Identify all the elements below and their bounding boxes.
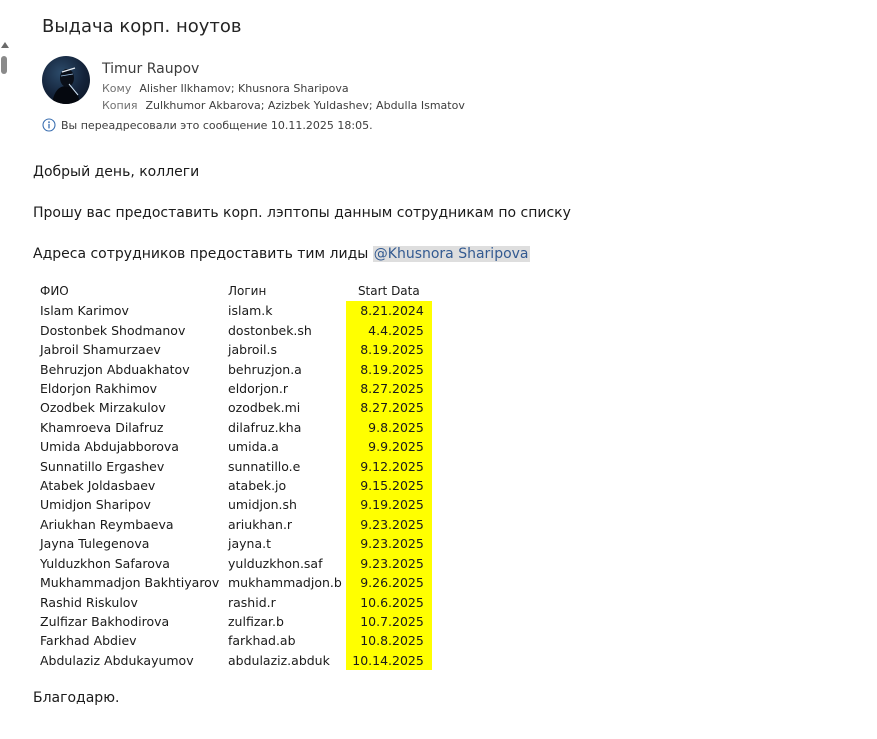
employee-name: Sunnatillo Ergashev [40, 458, 165, 474]
employee-login: ariukhan.r [228, 516, 293, 532]
scroll-up-arrow-icon[interactable] [1, 42, 9, 48]
employee-login: dostonbek.sh [228, 322, 312, 338]
employee-name: Umida Abdujabborova [40, 439, 179, 455]
table-row [36, 437, 432, 456]
to-row [102, 82, 349, 95]
employee-login: zulfizar.b [228, 613, 284, 629]
employee-start-date: 10.14.2025 [346, 651, 432, 670]
employee-login: jabroil.s [228, 342, 278, 358]
employee-start-date: 9.23.2025 [346, 554, 432, 573]
employee-start-date: 9.23.2025 [346, 534, 432, 553]
employee-login: ozodbek.mi [228, 400, 301, 416]
employee-login: umida.a [228, 439, 279, 455]
employee-name: Jabroil Shamurzaev [40, 342, 161, 358]
greeting-text: Добрый день, коллеги [33, 164, 200, 180]
employee-login: dilafruz.kha [228, 419, 302, 435]
employee-name: Ariukhan Reymbaeva [40, 516, 174, 532]
employee-login: islam.k [228, 303, 273, 319]
employee-login: farkhad.ab [228, 633, 296, 649]
employee-start-date: 8.27.2025 [346, 379, 432, 398]
employee-start-date: 9.23.2025 [346, 515, 432, 534]
employee-start-date: 9.8.2025 [346, 418, 432, 437]
forward-info-text: Вы переадресовали это сообщение 10.11.2025 18:05. [61, 118, 373, 132]
email-subject: Выдача корп. ноутов [42, 16, 242, 37]
thanks-text: Благодарю. [33, 690, 120, 706]
sender-name[interactable]: Timur Raupov [102, 61, 200, 77]
employee-name: Yulduzkhon Safarova [40, 555, 170, 571]
employee-login: mukhammadjon.b [228, 575, 342, 591]
employee-start-date: 8.19.2025 [346, 360, 432, 379]
employee-login: atabek.jo [228, 478, 287, 494]
mention-link[interactable]: @Khusnora Sharipova [373, 246, 529, 262]
table-row [36, 593, 432, 612]
scroll-thumb[interactable] [1, 56, 7, 74]
scrollbar[interactable] [0, 42, 10, 739]
employee-login: yulduzkhon.saf [228, 555, 323, 571]
employee-name: Behruzjon Abduakhatov [40, 361, 190, 377]
table-row [36, 418, 432, 437]
table-row [36, 515, 432, 534]
employee-start-date: 9.9.2025 [346, 437, 432, 456]
table-row [36, 573, 432, 592]
table-row [36, 398, 432, 417]
employee-start-date: 4.4.2025 [346, 321, 432, 340]
addresses-text: Адреса сотрудников предоставить тим лиды [33, 246, 373, 262]
table-row [36, 360, 432, 379]
cc-recipients[interactable]: Zulkhumor Akbarova; Azizbek Yuldashev; Abdulla Ismatov [145, 99, 465, 112]
request-text: Прошу вас предоставить корп. лэптопы данным сотрудникам по списку [33, 205, 571, 221]
employee-name: Khamroeva Dilafruz [40, 419, 164, 435]
employee-login: jayna.t [228, 536, 271, 552]
employee-name: Abdulaziz Abdukayumov [40, 652, 194, 668]
employee-name: Mukhammadjon Bakhtiyarov [40, 575, 220, 591]
employee-login: rashid.r [228, 594, 276, 610]
table-row [36, 631, 432, 650]
employee-start-date: 10.8.2025 [346, 631, 432, 650]
table-row [36, 379, 432, 398]
employee-name: Islam Karimov [40, 303, 129, 319]
cc-row [102, 99, 465, 112]
employee-name: Atabek Joldasbaev [40, 478, 156, 494]
employee-login: eldorjon.r [228, 381, 289, 397]
addresses-line [33, 246, 530, 262]
employee-start-date: 9.26.2025 [346, 573, 432, 592]
employee-start-date: 10.6.2025 [346, 593, 432, 612]
sender-avatar[interactable] [42, 56, 90, 104]
employee-login: abdulaziz.abduk [228, 652, 330, 668]
employee-start-date: 8.19.2025 [346, 340, 432, 359]
header-login: Логин [228, 284, 267, 298]
employee-start-date: 8.21.2024 [346, 301, 432, 320]
employee-name: Jayna Tulegenova [40, 536, 150, 552]
table-row [36, 476, 432, 495]
table-row [36, 554, 432, 573]
employee-login: behruzjon.a [228, 361, 302, 377]
table-row [36, 340, 432, 359]
table-header-row [36, 282, 432, 301]
to-label: Кому [102, 82, 132, 95]
table-row [36, 651, 432, 670]
employee-name: Rashid Riskulov [40, 594, 138, 610]
info-icon [42, 118, 56, 132]
forward-info [42, 118, 373, 132]
employee-login: umidjon.sh [228, 497, 297, 513]
table-row [36, 534, 432, 553]
table-row [36, 495, 432, 514]
avatar-photo-icon [42, 56, 90, 104]
employee-name: Umidjon Sharipov [40, 497, 151, 513]
table-row [36, 321, 432, 340]
employee-name: Dostonbek Shodmanov [40, 322, 186, 338]
employee-name: Farkhad Abdiev [40, 633, 137, 649]
employee-name: Zulfizar Bakhodirova [40, 613, 170, 629]
employee-name: Eldorjon Rakhimov [40, 381, 158, 397]
table-row [36, 457, 432, 476]
employee-start-date: 10.7.2025 [346, 612, 432, 631]
table-row [36, 612, 432, 631]
header-start-date: Start Data [357, 284, 420, 298]
header-fio: ФИО [40, 284, 69, 298]
employee-name: Ozodbek Mirzakulov [40, 400, 166, 416]
employee-start-date: 8.27.2025 [346, 398, 432, 417]
to-recipients[interactable]: Alisher Ilkhamov; Khusnora Sharipova [139, 82, 349, 95]
employee-start-date: 9.19.2025 [346, 495, 432, 514]
employee-table [36, 282, 432, 670]
cc-label: Копия [102, 99, 138, 112]
employee-login: sunnatillo.e [228, 458, 301, 474]
employee-start-date: 9.15.2025 [346, 476, 432, 495]
employee-start-date: 9.12.2025 [346, 457, 432, 476]
table-row [36, 301, 432, 320]
